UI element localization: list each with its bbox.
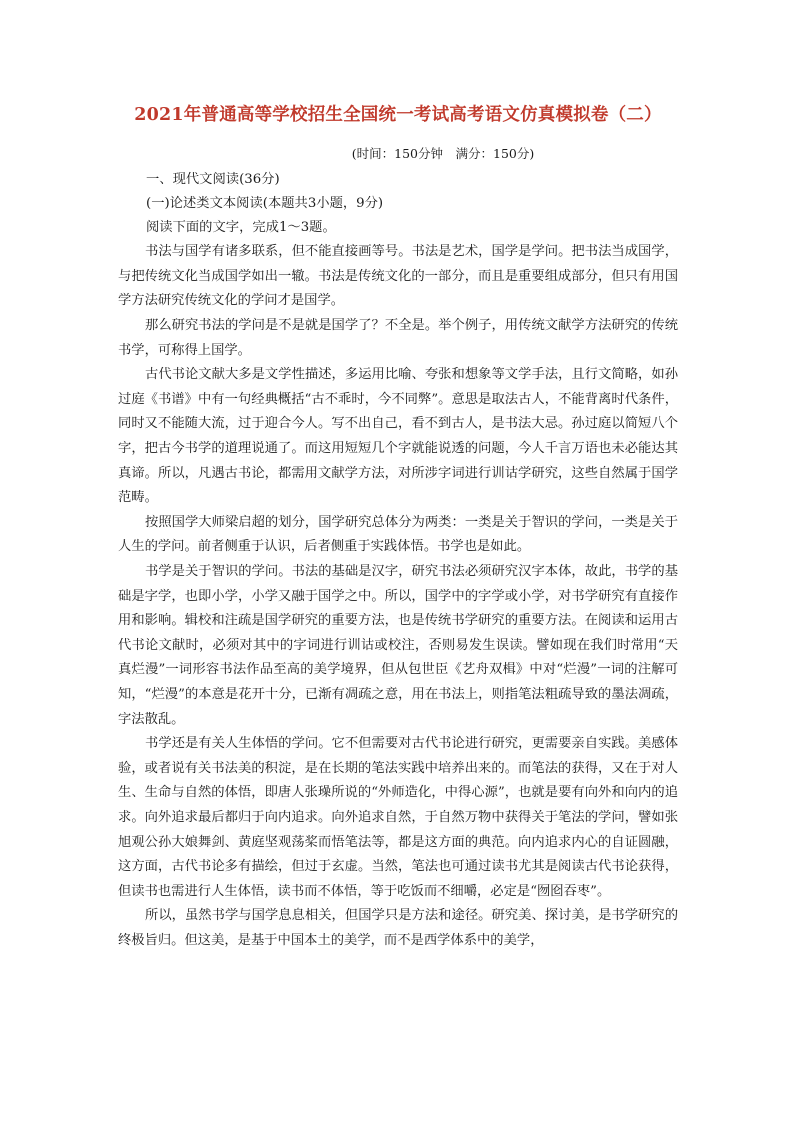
exam-title: 2021年普通高等学校招生全国统一考试高考语文仿真模拟卷（二） (134, 105, 662, 125)
passage-paragraph-5: 书学是关于智识的学问。书法的基础是汉字，研究书法必须研究汉字本体，故此，书学的基础是字学，也即小学，小学又融于国学之中。所以，国学中的字学或小学，对书学研究有直接作用和影响。辑校和注疏是国学研究的重要方法，也是传统书学研究的重要方法。在阅读和运用古代书论文献时，必须对其中的字词进行训诂或校注，否则易发生误读。譬如现在我们时常用“天真烂漫”一词形容书法作品至高的美学境界，但从包世臣《艺舟双楫》中对“烂漫”一词的注解可知，“烂漫”的本意是花开十分，已渐有凋疏之意，用在书法上，则指笔法粗疏导致的墨法凋疏，字法散乱。 (118, 564, 678, 727)
exam-page (118, 100, 678, 954)
passage-paragraph-2: 那么研究书法的学问是不是就是国学了？不全是。举个例子，用传统文献学方法研究的传统书学，可称得上国学。 (118, 318, 678, 358)
passage-paragraph-7: 所以，虽然书学与国学息息相关，但国学只是方法和途径。研究美、探讨美，是书学研究的终极旨归。但这美，是基于中国本土的美学，而不是西学体系中的美学， (118, 908, 678, 948)
section-heading: 一、现代文阅读(36分) (146, 172, 280, 187)
passage-paragraph-1: 书法与国学有诸多联系，但不能直接画等号。书法是艺术，国学是学问。把书法当成国学，与把传统文化当成国学如出一辙。书法是传统文化的一部分，而且是重要组成部分，但只有用国学方法研究传统文化的学问才是国学。 (118, 244, 678, 309)
passage-paragraph-6: 书学还是有关人生体悟的学问。它不但需要对古代书论进行研究，更需要亲自实践。美感体验，或者说有关书法美的积淀，是在长期的笔法实践中培养出来的。而笔法的获得，又在于对人生、生命与自然的体悟，即唐人张璪所说的“外师造化，中得心源”，也就是要有向外和向内的追求。向外追求最后都归于向内追求。向外追求自然，于自然万物中获得关于笔法的学问，譬如张旭观公孙大娘舞剑、黄庭坚观荡桨而悟笔法等，都是这方面的典范。向内追求内心的自证圆融，这方面，古代书论多有描绘，但过于玄虚。当然，笔法也可通过读书尤其是阅读古代书论获得，但读书也需进行人生体悟，读书而不体悟，等于吃饭而不细嚼，必定是“囫囵吞枣”。 (118, 736, 678, 899)
reading-instruction: 阅读下面的文字，完成1～3题。 (146, 220, 336, 236)
passage-paragraph-3: 古代书论文献大多是文学性描述，多运用比喻、夸张和想象等文学手法，且行文简略，如孙过庭《书谱》中有一句经典概括“古不乖时，今不同弊”。意思是取法古人，不能背离时代条件，同时又不能随大流，过于迎合今人。写不出自己，看不到古人，是书法大忌。孙过庭以简短八个字，把古今书学的道理说通了。而这用短短几个字就能说透的问题，今人千言万语也未必能达其真谛。所以，凡遇古书论，都需用文献学方法，对所涉字词进行训诂学研究，这些自然属于国学范畴。 (118, 367, 678, 506)
subsection-heading: (一)论述类文本阅读(本题共3小题，9分) (146, 196, 384, 212)
passage-paragraph-4: 按照国学大师梁启超的划分，国学研究总体分为两类：一类是关于智识的学问，一类是关于人生的学问。前者侧重于认识，后者侧重于实践体悟。书学也是如此。 (118, 514, 678, 555)
exam-time-score: (时间：150分钟 满分：150分) (351, 146, 535, 161)
